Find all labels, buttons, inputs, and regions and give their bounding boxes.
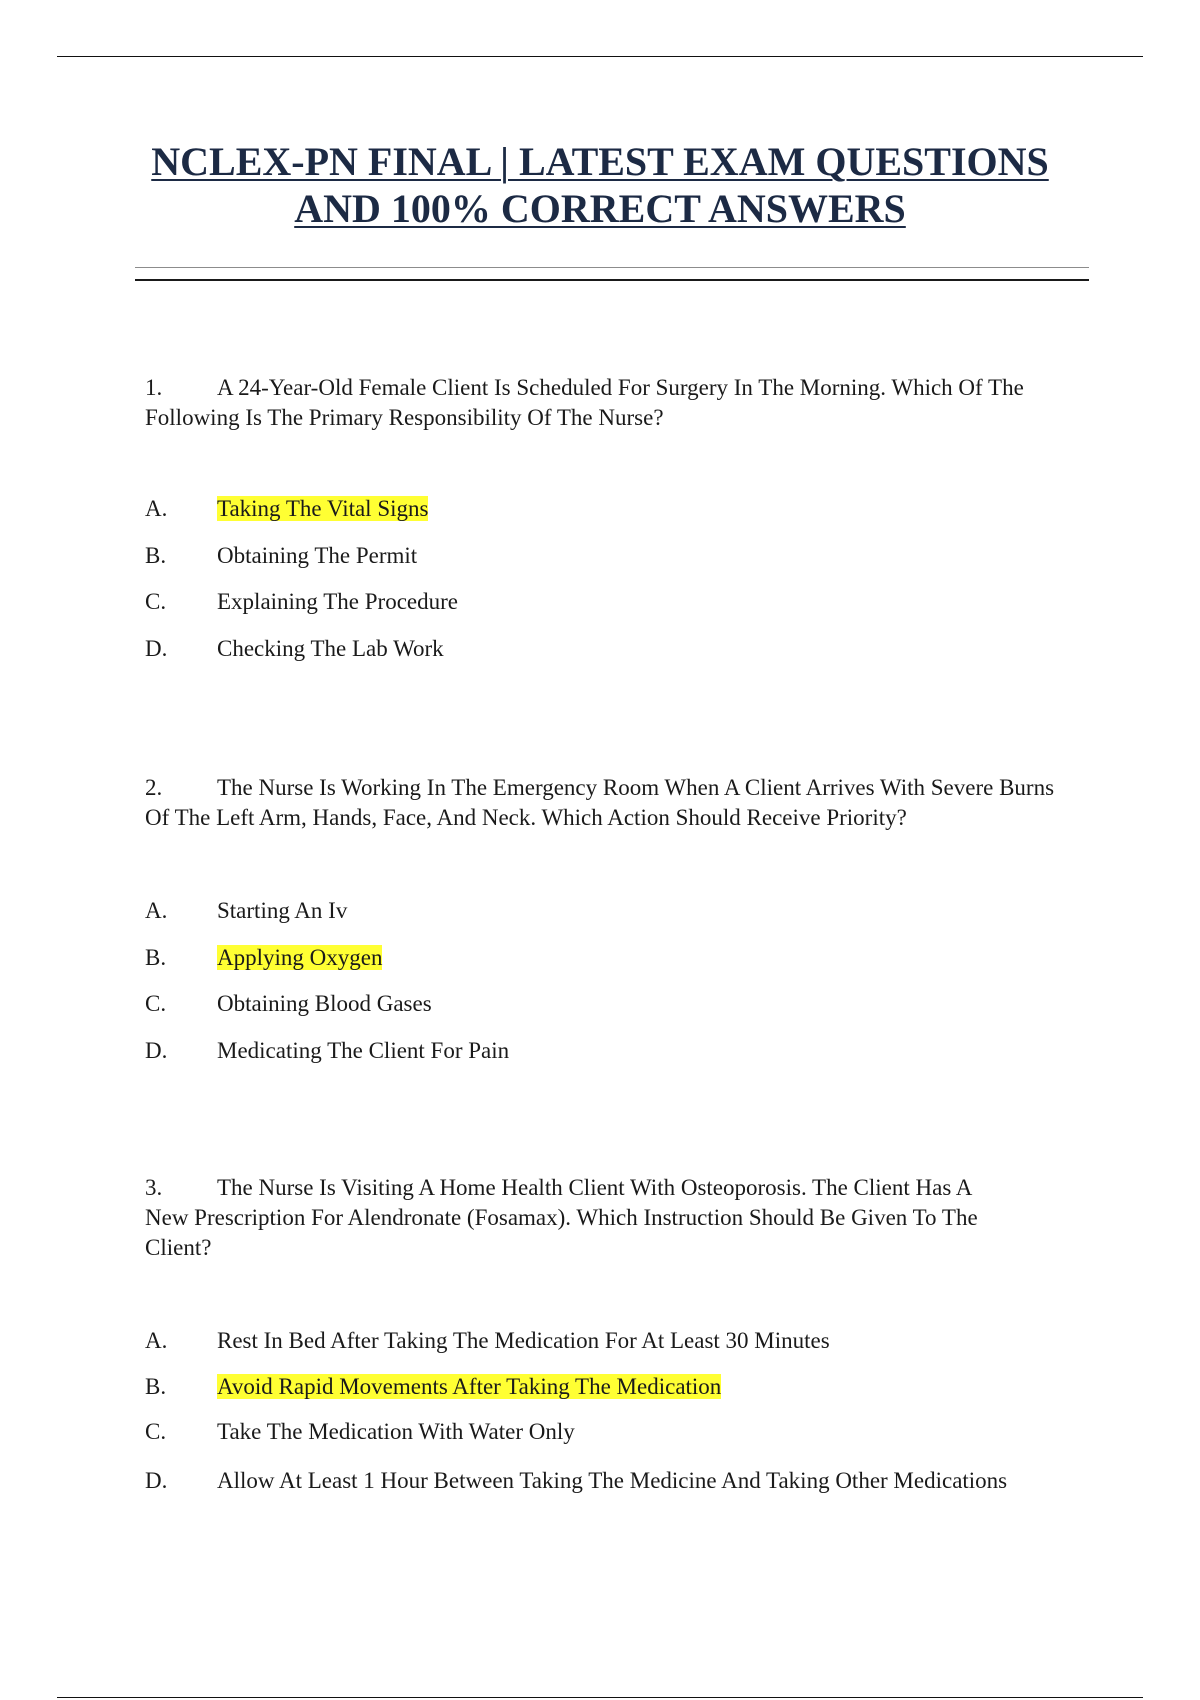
question-text: The Nurse Is Working In The Emergency Room When A Client Arrives With Severe Burns Of The Left Arm, Hands, Face, And Neck. Which Action Should Receive Priority? [145, 775, 1055, 830]
top-page-rule [57, 56, 1143, 57]
option-text: Obtaining The Permit [217, 543, 418, 568]
title-divider-thick [135, 279, 1089, 281]
option-text: Rest In Bed After Taking The Medication For At Least 30 Minutes [217, 1328, 830, 1353]
option-letter: A. [145, 496, 168, 521]
option-letter: C. [145, 991, 167, 1016]
question-text: The Nurse Is Visiting A Home Health Client With Osteoporosis. The Client Has A New Prescription For Alendronate (Fosamax). Which Instruction Should Be Given To The Client? [145, 1175, 978, 1260]
question-number: 1. [145, 375, 163, 400]
option-text: Explaining The Procedure [217, 589, 459, 614]
question-1 [145, 373, 1065, 433]
title-line-1: NCLEX-PN FINAL | LATEST EXAM QUESTIONS [151, 139, 1049, 184]
option-text: Applying Oxygen [217, 945, 383, 970]
option-letter: B. [145, 945, 167, 970]
question-2-option-b [145, 943, 382, 973]
question-number: 3. [145, 1175, 163, 1200]
option-letter: B. [145, 1374, 167, 1399]
question-2-option-a [145, 896, 347, 926]
title-divider-thin [135, 267, 1089, 268]
question-2-option-d [145, 1036, 509, 1066]
option-letter: A. [145, 1328, 168, 1353]
option-text: Taking The Vital Signs [217, 496, 429, 521]
option-letter: D. [145, 1038, 168, 1063]
option-letter: C. [145, 589, 167, 614]
option-text: Obtaining Blood Gases [217, 991, 432, 1016]
question-1-option-c [145, 587, 458, 617]
option-text: Allow At Least 1 Hour Between Taking The Medicine And Taking Other Medications [217, 1468, 1008, 1493]
option-letter: D. [145, 1468, 168, 1493]
option-text: Checking The Lab Work [217, 636, 444, 661]
question-2-option-c [145, 989, 432, 1019]
option-letter: A. [145, 898, 168, 923]
option-text: Starting An Iv [217, 898, 348, 923]
question-3 [145, 1173, 1005, 1263]
question-2 [145, 773, 1065, 833]
question-3-option-b [145, 1372, 721, 1402]
option-text: Take The Medication With Water Only [217, 1419, 575, 1444]
question-1-option-b [145, 541, 417, 571]
option-text: Avoid Rapid Movements After Taking The Medication [217, 1374, 722, 1399]
question-3-option-a [145, 1326, 830, 1356]
option-letter: B. [145, 543, 167, 568]
title-line-2: AND 100% CORRECT ANSWERS [294, 186, 906, 231]
question-text: A 24-Year-Old Female Client Is Scheduled For Surgery In The Morning. Which Of The Following Is The Primary Responsibility Of The Nurse? [145, 375, 1024, 430]
option-letter: C. [145, 1419, 167, 1444]
question-3-option-c [145, 1417, 575, 1447]
question-3-option-d [145, 1466, 1007, 1496]
document-title [60, 138, 1140, 232]
question-1-option-d [145, 634, 444, 664]
question-1-option-a [145, 494, 428, 524]
bottom-page-rule [57, 1697, 1143, 1698]
question-number: 2. [145, 775, 163, 800]
option-text: Medicating The Client For Pain [217, 1038, 510, 1063]
option-letter: D. [145, 636, 168, 661]
